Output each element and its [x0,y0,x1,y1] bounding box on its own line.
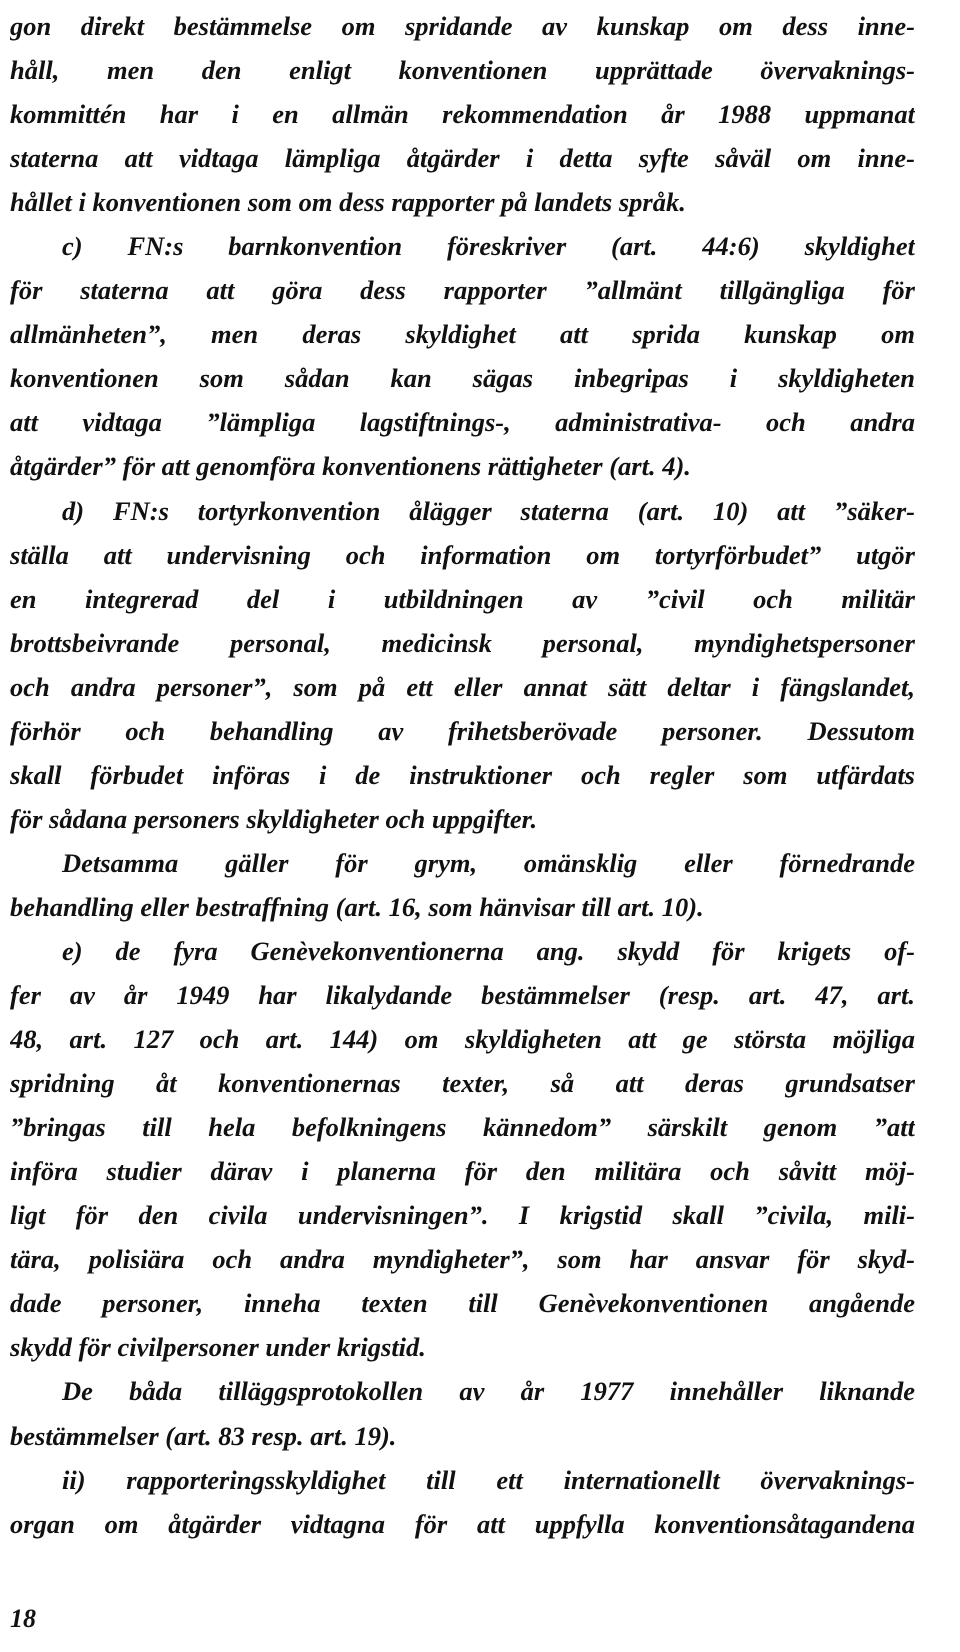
text-line: bestämmelser (art. 83 resp. art. 19). [10,1420,397,1451]
text-line: förhör och behandling av frihetsberövade personer. Dessutom [10,715,915,746]
body-text [10,4,915,1546]
text-line: införa studier därav i planerna för den militära och såvitt möj- [10,1156,915,1187]
text-line: ”bringas till hela befolkningens kännedom” särskilt genom ”att [10,1112,915,1143]
text-line: skall förbudet införas i de instruktioner och regler som utfärdats [10,759,915,790]
text-line: ställa att undervisning och information om tortyrförbudet” utgör [10,539,915,570]
text-line: en integrerad del i utbildningen av ”civil och militär [10,583,915,614]
text-line: håll, men den enligt konventionen upprättade övervaknings- [10,55,915,86]
text-line: för staterna att göra dess rapporter ”allmänt tillgängliga för [10,275,915,306]
text-line: e) de fyra Genèvekonventionerna ang. skydd för krigets of- [62,935,915,966]
text-line: spridning åt konventionernas texter, så att deras grundsatser [10,1068,915,1099]
text-line: och andra personer”, som på ett eller annat sätt deltar i fängslandet, [10,671,915,702]
text-line: åtgärder” för att genomföra konventionens rättigheter (art. 4). [10,451,691,482]
text-line: d) FN:s tortyrkonvention ålägger staterna (art. 10) att ”säker- [62,495,915,526]
text-line: att vidtaga ”lämpliga lagstiftnings-, administrativa- och andra [10,407,915,438]
text-line: Detsamma gäller för grym, omänsklig eller förnedrande [62,847,915,878]
text-line: konventionen som sådan kan sägas inbegripas i skyldigheten [10,363,915,394]
text-line: 48, art. 127 och art. 144) om skyldigheten att ge största möjliga [10,1024,915,1055]
text-line: ii) rapporteringsskyldighet till ett internationellt övervaknings- [62,1464,915,1495]
text-line: staterna att vidtaga lämpliga åtgärder i detta syfte såväl om inne- [10,143,915,174]
text-line: behandling eller bestraffning (art. 16, som hänvisar till art. 10). [10,891,704,922]
text-line: dade personer, inneha texten till Genèvekonventionen angående [10,1288,915,1319]
text-line: brottsbeivrande personal, medicinsk personal, myndighetspersoner [10,627,915,658]
text-line: kommittén har i en allmän rekommendation år 1988 uppmanat [10,99,915,130]
text-line: tära, polisiära och andra myndigheter”, som har ansvar för skyd- [10,1244,915,1275]
page-number: 18 [10,1604,36,1633]
text-line: skydd för civilpersoner under krigstid. [10,1332,426,1363]
text-line: ligt för den civila undervisningen”. I krigstid skall ”civila, mili- [10,1200,915,1231]
text-line: c) FN:s barnkonvention föreskriver (art. 44:6) skyldighet [62,231,915,262]
text-line: organ om åtgärder vidtagna för att uppfylla konventionsåtagandena [10,1508,915,1539]
text-line: gon direkt bestämmelse om spridande av kunskap om dess inne- [10,11,915,41]
text-line: De båda tilläggsprotokollen av år 1977 innehåller liknande [62,1376,915,1407]
text-line: hållet i konventionen som om dess rapporter på landets språk. [10,187,686,218]
text-line: fer av år 1949 har likalydande bestämmelser (resp. art. 47, art. [10,980,915,1011]
text-line: för sådana personers skyldigheter och uppgifter. [10,803,538,834]
text-line: allmänheten”, men deras skyldighet att sprida kunskap om [10,319,915,350]
